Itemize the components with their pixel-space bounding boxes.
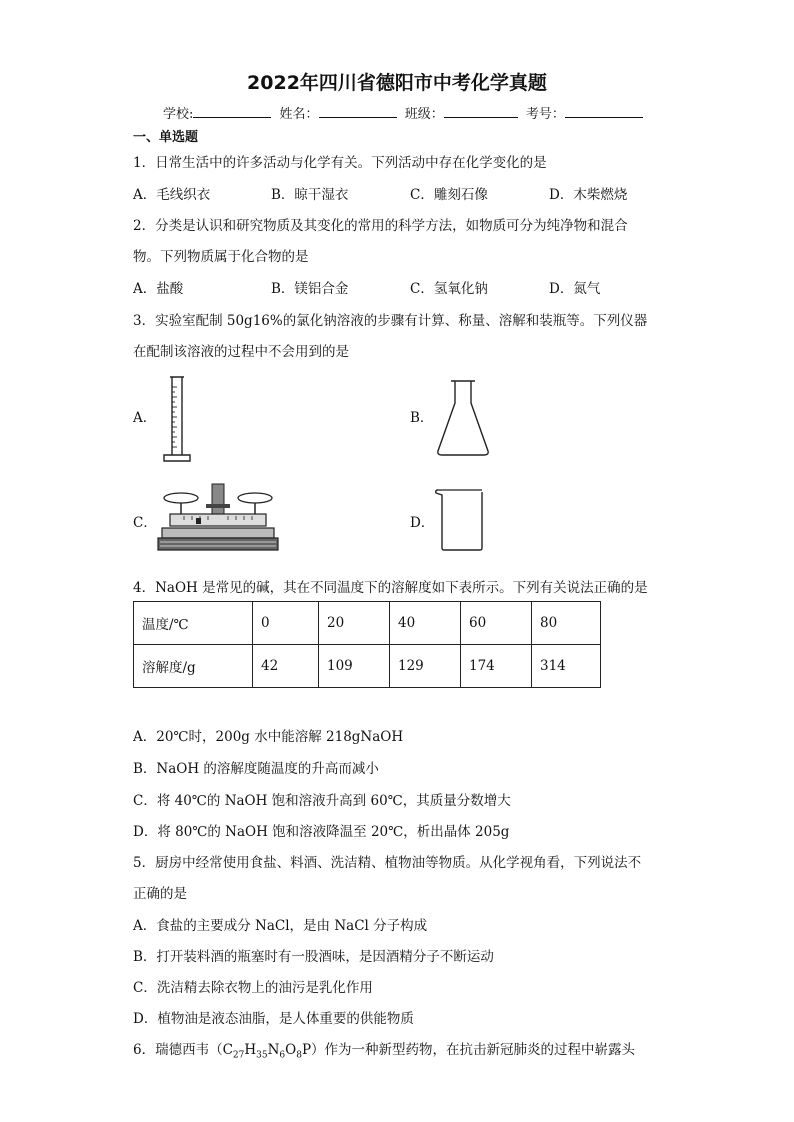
class-label: 班级： [404,107,444,122]
q6-stem-end: P）作为一种新型药物，在抗击新冠肺炎的过程中崭露头 [301,1042,636,1058]
q1-stem: 1．日常生活中的许多活动与化学有关。下列活动中存在化学变化的是 [133,155,547,171]
table-cell: 温度/℃ [134,602,253,645]
solubility-table [133,601,601,688]
school-label: 学校: [163,107,194,122]
q2-option-a[interactable]: A．盐酸 [133,281,184,297]
q3-option-a[interactable]: A． [133,410,157,426]
q4-option-b[interactable]: B．NaOH 的溶解度随温度的升高而减小 [133,761,379,777]
formula-element: N [267,1042,280,1058]
q4-option-d[interactable]: D．将 80℃的 NaOH 饱和溶液降温至 20℃，析出晶体 205g [133,824,510,840]
table-cell: 109 [319,645,390,688]
table-cell: 40 [390,602,461,645]
school-blank[interactable] [193,105,271,118]
q3-stem-line2: 在配制该溶液的过程中不会用到的是 [133,344,349,360]
q5-option-b[interactable]: B．打开装料酒的瓶塞时有一股酒味，是因酒精分子不断运动 [133,949,494,965]
table-cell: 129 [390,645,461,688]
q6-stem [133,1038,635,1061]
table-cell: 60 [461,602,532,645]
q5-stem-line1: 5．厨房中经常使用食盐、料酒、洗洁精、植物油等物质。从化学视角看，下列说法不 [133,855,642,871]
q4-option-c[interactable]: C．将 40℃的 NaOH 饱和溶液升高到 60℃，其质量分数增大 [133,793,511,809]
table-cell: 20 [319,602,390,645]
table-cell: 42 [253,645,319,688]
q2-stem-line1: 2．分类是认识和研究物质及其变化的常用的科学方法，如物质可分为纯净物和混合 [133,218,628,234]
q4-option-a[interactable]: A．20℃时，200g 水中能溶解 218gNaOH [133,729,404,745]
table-cell: 80 [532,602,601,645]
formula-sub: 35 [256,1050,268,1061]
page-title: 2022年四川省德阳市中考化学真题 [247,72,547,94]
formula-sub: 27 [232,1050,245,1061]
conical-flask-icon [432,377,494,459]
q2-option-b[interactable]: B．镁铝合金 [271,281,349,297]
q2-option-c[interactable]: C．氢氧化钠 [410,281,488,297]
exam-no-blank[interactable] [565,105,643,118]
q5-stem-line2: 正确的是 [133,886,187,902]
table-cell: 314 [532,645,601,688]
name-blank[interactable] [319,105,397,118]
table-row [134,645,601,688]
q5-option-d[interactable]: D．植物油是液态油脂，是人体重要的供能物质 [133,1011,414,1027]
name-label: 姓名： [279,107,319,122]
exam-no-label: 考号： [525,107,565,122]
q3-stem-line1: 3．实验室配制 50g16%的氯化钠溶液的步骤有计算、称量、溶解和装瓶等。下列仪器 [133,313,648,329]
q1-option-c[interactable]: C．雕刻石像 [410,187,488,203]
q5-option-a[interactable]: A．食盐的主要成分 NaCl，是由 NaCl 分子构成 [133,918,428,934]
q1-option-d[interactable]: D．木柴燃烧 [549,187,628,203]
q6-stem-start: 6．瑞德西韦（C [133,1042,233,1058]
q1-option-a[interactable]: A．毛线织衣 [133,187,211,203]
formula-element: O [285,1042,297,1058]
q3-option-b[interactable]: B． [410,410,434,426]
table-cell: 0 [253,602,319,645]
q2-stem-line2: 物。下列物质属于化合物的是 [133,249,309,265]
q2-option-d[interactable]: D．氮气 [549,281,601,297]
class-blank[interactable] [444,105,518,118]
section-heading: 一、单选题 [133,130,199,145]
formula-sub: 8 [296,1050,302,1061]
balance-scale-icon [156,482,280,560]
q3-option-c[interactable]: C． [133,515,157,531]
graduated-cylinder-icon [160,373,196,465]
q1-option-b[interactable]: B．晾干湿衣 [271,187,349,203]
student-info-row [163,103,643,122]
q5-option-c[interactable]: C．洗洁精去除衣物上的油污是乳化作用 [133,980,373,996]
q4-stem: 4．NaOH 是常见的碱，其在不同温度下的溶解度如下表所示。下列有关说法正确的是 [133,580,648,596]
beaker-icon [430,486,492,554]
formula-sub: 6 [279,1050,286,1061]
table-cell: 174 [461,645,532,688]
q3-option-d[interactable]: D． [410,515,435,531]
formula-element: H [244,1042,257,1058]
table-cell: 溶解度/g [134,645,253,688]
table-row [134,602,601,645]
